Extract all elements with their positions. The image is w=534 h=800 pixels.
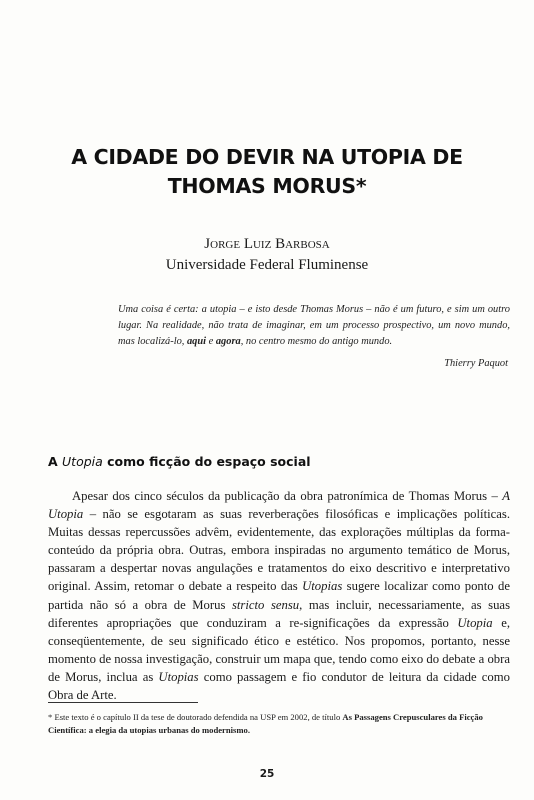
page-number: 25 (259, 768, 275, 780)
chapter-title-line-2: THOMAS MORUS* (167, 174, 367, 198)
chapter-title-line-1: A CIDADE DO DEVIR NA UTOPIA DE (71, 145, 463, 169)
footnote (48, 711, 513, 737)
epigraph (118, 302, 510, 350)
body-text: como passagem e fio condutor de leitura da cidade como Obra de Arte. (48, 669, 510, 703)
body-text: e, conseqüentemente, de seu significado ético e estético. Nos propomos, portanto, nesse momento de nossa investigação, construir um mapa que, tendo como eixo do debate a obra de Morus, inclua as (48, 615, 510, 684)
epigraph-text-3: , no centro mesmo do antigo mundo. (240, 336, 393, 347)
chapter-title (0, 143, 534, 201)
footnote-divider (48, 702, 198, 703)
body-text: – não se esgotaram as suas reverberações filosóficas e implicações políticas. Muitas dessas repercussões advêm, evidentemente, das explorações múltiplas da forma-conteúdo da própria obra. Outras, embora inspiradas no argumento temático de Morus, passaram a despertar novas angulações e tratamentos do eixo descritivo e interpretativo original. Assim, retomar o debate a respeito das (48, 507, 510, 594)
body-text: , mas incluir, necessariamente, as suas diferentes apropriações que conduziram a re-significações da expressão (48, 597, 511, 630)
section-heading-suffix: como ficção do espaço social (102, 454, 311, 469)
author-name: Jorge Luiz Barbosa (204, 236, 330, 252)
section-heading (48, 454, 311, 469)
footnote-bold-title: As Passagens Crepusculares da Ficção Científica: a elegia da utopias urbanas do modernismo. (48, 712, 483, 735)
body-italic: A Utopia (48, 489, 510, 522)
author-institution: Universidade Federal Fluminense (165, 257, 369, 273)
body-italic: Utopia (457, 615, 493, 630)
body-italic: stricto sensu (231, 597, 300, 612)
section-heading-italic: Utopia (62, 454, 103, 469)
epigraph-bold-aqui: aqui (186, 336, 207, 347)
epigraph-attribution: Thierry Paquot (444, 358, 508, 369)
epigraph-text-1: Uma coisa é certa: a utopia – e isto desde Thomas Morus – não é um futuro, e sim um outro lugar. Na realidade, não trata de imaginar, em um processo prospectivo, um novo mundo, mas localizá-lo, (118, 304, 510, 347)
epigraph-bold-agora: agora (215, 336, 241, 347)
section-heading-prefix: A (48, 454, 63, 469)
body-text: sugere localizar como ponto de partida não só a obra de Morus (48, 579, 510, 612)
body-italic: Utopias (158, 669, 199, 684)
footnote-text: * Este texto é o capítulo II da tese de doutorado defendida na USP em 2002, de título (48, 712, 343, 722)
epigraph-text-2: e (206, 336, 216, 347)
body-italic: Utopias (302, 579, 343, 594)
author-block (0, 234, 534, 276)
body-paragraph (48, 487, 510, 704)
body-text: Apesar dos cinco séculos da publicação da obra patronímica de Thomas Morus – (72, 489, 503, 503)
